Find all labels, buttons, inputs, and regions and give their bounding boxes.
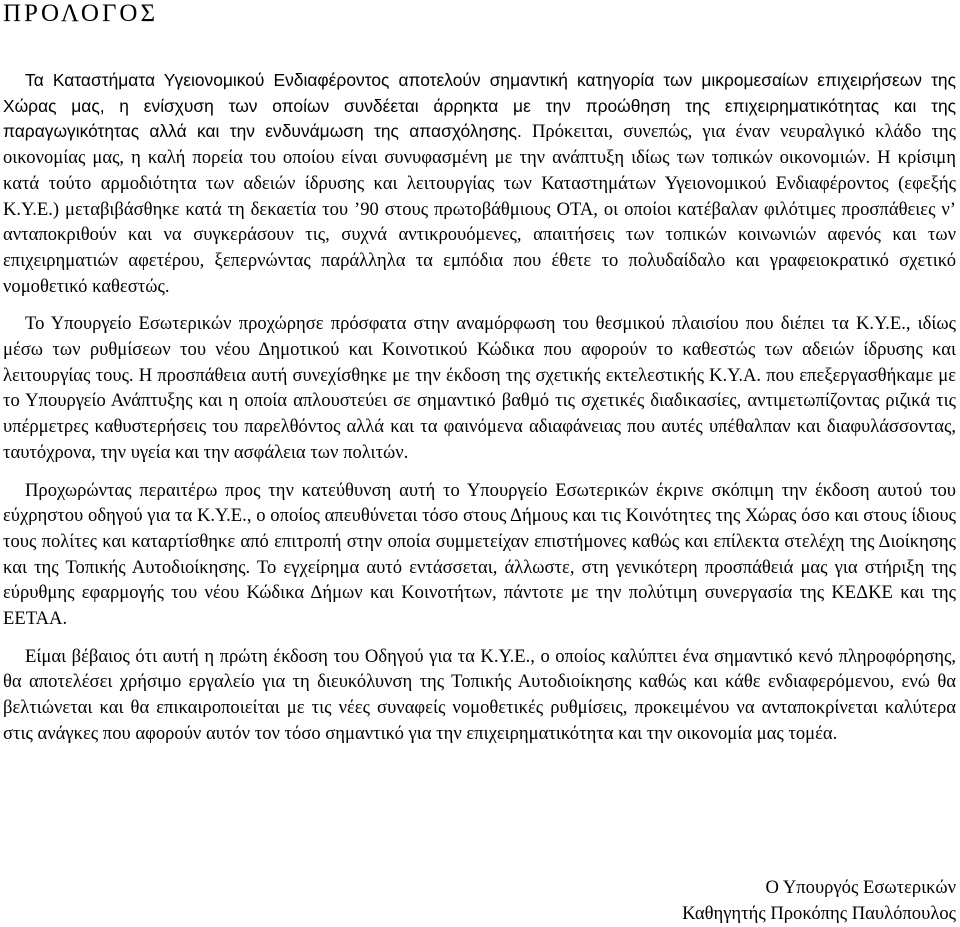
paragraph-1-sans-text: Τα Καταστήματα Υγειονομικού Ενδιαφέροντος αποτελούν σημαντική κατηγορία των μικρομεσαίων επιχειρήσεων της Χώρας μας, η ενίσχυση των οποίων συνδέεται άρρηκτα με την προώθηση της επιχειρηματικότητας και της παραγωγικότητας αλλά και την ενδυνάμωση της απασχόλησης. bbox=[3, 70, 956, 142]
signature-name: Καθηγητής Προκόπης Παυλόπουλος bbox=[682, 903, 956, 924]
paragraph-4: Είμαι βέβαιος ότι αυτή η πρώτη έκδοση του Οδηγού για τα Κ.Υ.Ε., ο οποίος καλύπτει ένα σημαντικό κενό πληροφόρησης, θα αποτελέσει χρήσιμο εργαλείο για τη διευκόλυνση της Τοπικής Αυτοδιοίκησης καθώς και κάθε ενδιαφερόμενου, ενώ θα βελτιώνεται και θα επικαιροποιείται με τις νέες συναφείς νομοθετικές ρυθμίσεις, προκειμένου να ανταποκρίνεται καλύτερα στις ανάγκες που αφορούν αυτόν τον τόσο σημαντικό για την επιχειρηματικότητα και την οικονομία μας τομέα. bbox=[3, 645, 956, 744]
page-title: ΠΡΟΛΟΓΟΣ bbox=[3, 0, 159, 27]
paragraph-1 bbox=[3, 68, 956, 299]
paragraph-3: Προχωρώντας περαιτέρω προς την κατεύθυνση αυτή το Υπουργείο Εσωτερικών έκρινε σκόπιμη την έκδοση αυτού του εύχρηστου οδηγού για τα Κ.Υ.Ε., ο οποίος απευθύνεται τόσο στους Δήμους και τις Κοινότητες της Χώρας όσο και στους ίδιους τους πολίτες και καταρτίσθηκε από επιτροπή στην οποία συμμετείχαν επιστήμονες καθώς και επίλεκτα στελέχη της Διοίκησης και της Τοπικής Αυτοδιοίκησης. Το εγχείρημα αυτό εντάσσεται, άλλωστε, στη γενικότερη προσπάθειά μας για στήριξη της εύρυθμης εφαρμογής του νέου Κώδικα Δήμων και Κοινοτήτων, πάντοτε με την πολύτιμη συνεργασία της ΚΕΔΚΕ και της ΕΕΤΑΑ. bbox=[3, 479, 956, 630]
signature-role: Ο Υπουργός Εσωτερικών bbox=[765, 877, 956, 898]
paragraph-1-serif-text: Πρόκειται, συνεπώς, για έναν νευραλγικό κλάδο της οικονομίας μας, η καλή πορεία του οποίου είναι συνυφασμένη με την ανάπτυξη ιδίως των τοπικών οικονομιών. Η κρίσιμη κατά τούτο αρμοδιότητα των αδειών ίδρυσης και λειτουργίας των Καταστημάτων Υγειονομικού Ενδιαφέροντος (εφεξής Κ.Υ.Ε.) μεταβιβάσθηκε κατά τη δεκαετία του ’90 στους πρωτοβάθμιους ΟΤΑ, οι οποίοι κατέβαλαν φιλότιμες προσπάθειες ν’ ανταποκριθούν και να συγκεράσουν τις, συχνά αντικρουόμενες, απαιτήσεις των τοπικών κοινωνιών αφενός και των επιχειρηματιών αφετέρου, ξεπερνώντας παράλληλα τα εμπόδια που έθετε το πολυδαίδαλο και γραφειοκρατικό σχετικό νομοθετικό καθεστώς. bbox=[3, 121, 956, 297]
signature-block bbox=[682, 875, 956, 927]
paragraph-2: Το Υπουργείο Εσωτερικών προχώρησε πρόσφατα στην αναμόρφωση του θεσμικού πλαισίου που διέπει τα Κ.Υ.Ε., ιδίως μέσω των ρυθμίσεων του νέου Δημοτικού και Κοινοτικού Κώδικα που αφορούν το καθεστώς των αδειών ίδρυσης και λειτουργίας τους. Η προσπάθεια αυτή συνεχίσθηκε με την έκδοση της σχετικής εκτελεστικής Κ.Υ.Α. που επεξεργασθήκαμε με το Υπουργείο Ανάπτυξης και η οποία απλουστεύει σε σημαντικό βαθμό τις σχετικές διαδικασίες, αντιμετωπίζοντας ριζικά τις υπέρμετρες καθυστερήσεις του παρελθόντος αλλά και τα φαινόμενα αδιαφάνειας που αυτές υπέθαλπαν και διαφυλάσσοντας, ταυτόχρονα, την υγεία και την ασφάλεια των πολιτών. bbox=[3, 313, 956, 463]
document-body bbox=[3, 68, 956, 747]
